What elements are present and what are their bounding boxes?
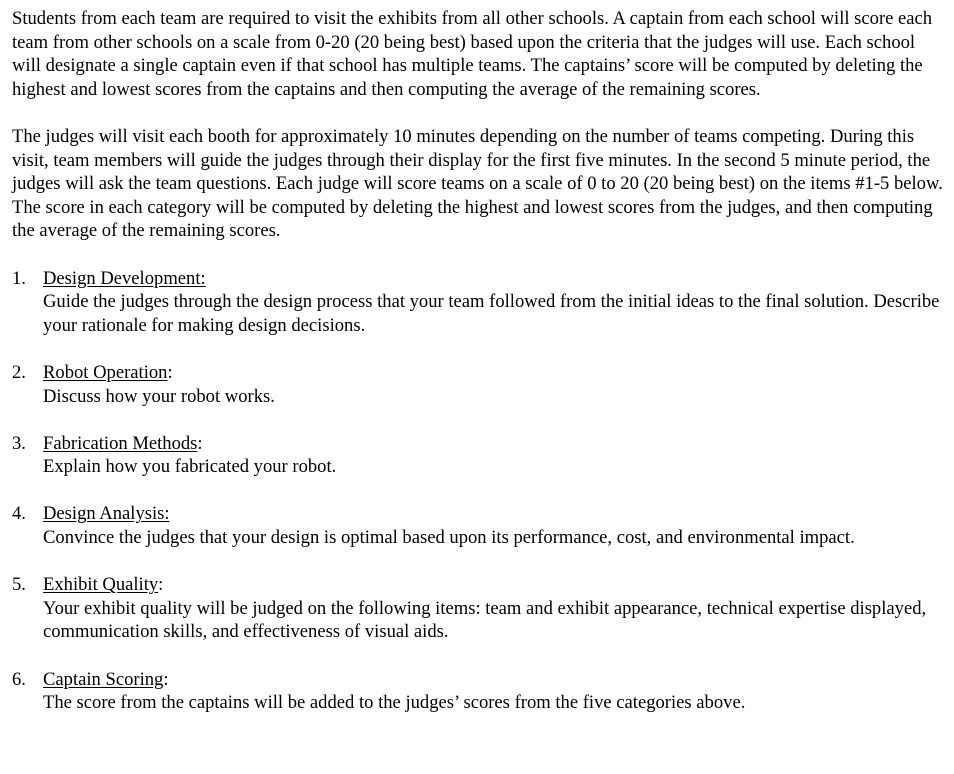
item-heading — [43, 502, 947, 526]
document-body — [12, 7, 947, 738]
criteria-item-fabrication-methods — [12, 432, 947, 479]
item-heading — [43, 432, 947, 456]
item-title: Design Analysis: — [43, 503, 170, 525]
item-title: Design Development: — [43, 267, 206, 289]
item-description: Convince the judges that your design is optimal based upon its performance, cost, and environmental impact. — [43, 527, 855, 549]
criteria-item-design-analysis — [12, 502, 947, 549]
item-description: The score from the captains will be added to the judges’ scores from the five categories above. — [43, 692, 746, 714]
item-description: Your exhibit quality will be judged on the following items: team and exhibit appearance, technical expertise displayed, communication skills, and effectiveness of visual aids. — [43, 597, 927, 643]
item-number: 3. — [12, 432, 26, 454]
judging-criteria-list — [12, 267, 947, 715]
item-description: Explain how you fabricated your robot. — [43, 456, 337, 478]
criteria-item-captain-scoring — [12, 668, 947, 715]
item-description: Guide the judges through the design process that your team followed from the initial ideas to the final solution. Describe your rationale for making design decisions. — [43, 291, 940, 336]
item-title: Robot Operation — [43, 361, 168, 383]
captain-scoring-paragraph: Students from each team are required to visit the exhibits from all other schools. A captain from each school will score each team from other schools on a scale from 0-20 (20 being best) based upon the criteria that the judges will use. Each school will designate a single captain even if that school has multiple teams. The captains’ score will be computed by deleting the highest and lowest scores from the captains and then computing the average of the remaining scores. — [12, 8, 933, 100]
item-number: 4. — [12, 503, 26, 525]
criteria-item-exhibit-quality — [12, 573, 947, 644]
item-title: Captain Scoring — [43, 668, 164, 690]
criteria-item-robot-operation — [12, 361, 947, 408]
item-heading — [43, 573, 947, 597]
criteria-item-design-development — [12, 267, 947, 338]
item-number: 5. — [12, 574, 26, 596]
item-title: Fabrication Methods — [43, 432, 198, 454]
item-description: Discuss how your robot works. — [43, 385, 275, 407]
item-title-colon: : — [163, 668, 169, 690]
item-title-colon: : — [158, 574, 164, 596]
item-number: 1. — [12, 267, 26, 289]
item-heading — [43, 361, 947, 385]
item-heading — [43, 267, 947, 291]
item-title-colon: : — [167, 361, 173, 383]
item-number: 2. — [12, 361, 26, 383]
item-number: 6. — [12, 668, 26, 690]
item-title-colon: : — [197, 432, 203, 454]
judges-visit-paragraph: The judges will visit each booth for approximately 10 minutes depending on the number of teams competing. During this visit, team members will guide the judges through their display for the first five minutes. In the second 5 minute period, the judges will ask the team questions. Each judge will score teams on a scale of 0 to 20 (20 being best) on the items #1-5 below. The score in each category will be computed by deleting the highest and lowest scores from the judges, and then computing the average of the remaining scores. — [12, 125, 943, 242]
item-title: Exhibit Quality — [43, 574, 159, 596]
item-heading — [43, 668, 947, 692]
